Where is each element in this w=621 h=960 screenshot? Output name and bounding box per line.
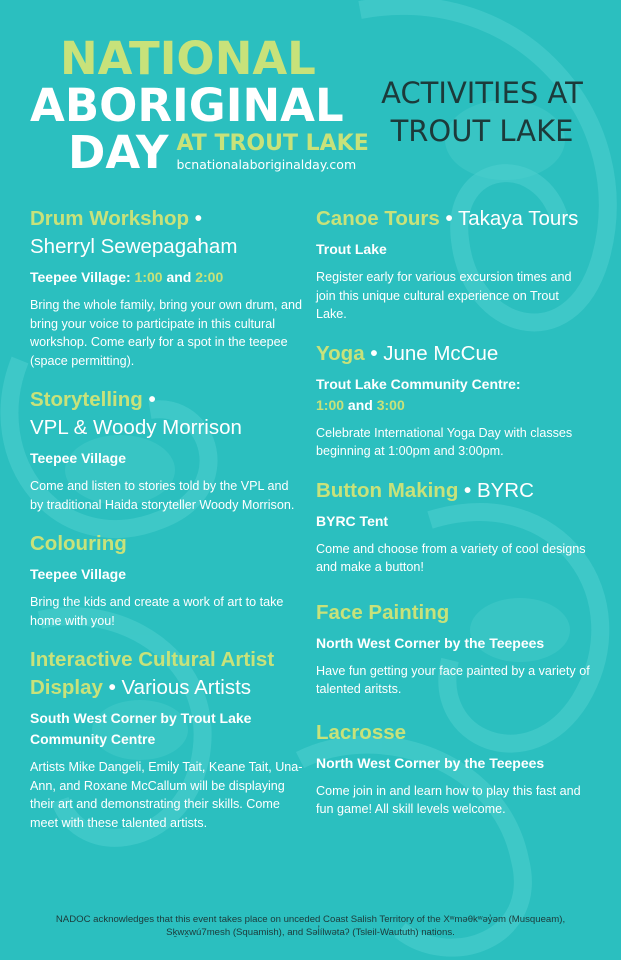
activity-name: Storytelling bbox=[30, 388, 143, 411]
activity-host: June McCue bbox=[383, 341, 499, 365]
activity-name: Drum Workshop bbox=[30, 207, 190, 230]
separator-dot: • bbox=[464, 478, 472, 502]
activity-button-making bbox=[316, 477, 591, 577]
activity-name: Face Painting bbox=[316, 600, 450, 624]
logo-url: bcnationalaboriginalday.com bbox=[176, 157, 357, 172]
time-1: 1:00 bbox=[316, 396, 345, 413]
activity-description: Bring the kids and create a work of art to take home with you! bbox=[30, 595, 284, 628]
page-heading: ACTIVITIES AT TROUT LAKE bbox=[381, 76, 583, 148]
activity-location: North West Corner by the Teepees bbox=[316, 634, 545, 651]
activity-description: Come and choose from a variety of cool designs and make a button! bbox=[316, 541, 586, 574]
activity-name: Yoga bbox=[316, 341, 365, 365]
activity-name: Colouring bbox=[30, 532, 127, 555]
activity-location: Trout Lake bbox=[316, 241, 387, 257]
activity-host: Takaya Tours bbox=[458, 207, 579, 230]
time-2: 3:00 bbox=[376, 396, 405, 413]
activity-host: BYRC bbox=[476, 478, 534, 502]
activity-drum-workshop bbox=[30, 205, 305, 370]
logo-national: NATIONAL bbox=[60, 32, 316, 85]
land-acknowledgement: NADOC acknowledges that this event takes place on unceded Coast Salish Territory of the Xʷməθkʷəy̓əm (Musqueam), Sḵwx̱wú7mesh (Squamish), and Səl̓ílwətaʔ (Tsleil-Waututh) nations. bbox=[55, 914, 566, 938]
activity-host: Sherryl Sewepagaham bbox=[30, 235, 238, 258]
activity-name: Lacrosse bbox=[316, 720, 407, 744]
activity-name: Button Making bbox=[316, 478, 459, 502]
location-text: Trout Lake Community Centre: bbox=[316, 375, 521, 392]
activity-lacrosse bbox=[316, 719, 591, 819]
separator-dot: • bbox=[108, 676, 116, 699]
activity-colouring bbox=[30, 530, 305, 630]
activity-description: Have fun getting your face painted by a variety of talented aritsts. bbox=[316, 663, 590, 696]
activity-face-painting bbox=[316, 599, 591, 699]
activity-location: South West Corner by Trout Lake Community Centre bbox=[30, 710, 252, 747]
activity-location: BYRC Tent bbox=[316, 512, 389, 529]
activity-artist-display bbox=[30, 646, 305, 832]
activity-location: Teepee Village bbox=[30, 450, 126, 466]
activity-host: VPL & Woody Morrison bbox=[30, 416, 242, 439]
logo-day: DAY bbox=[68, 126, 169, 179]
and-text: and bbox=[166, 269, 192, 285]
activity-yoga bbox=[316, 340, 591, 461]
activity-description: Celebrate International Yoga Day with classes beginning at 1:00pm and 3:00pm. bbox=[316, 425, 573, 458]
activity-location bbox=[30, 267, 305, 288]
activity-location: North West Corner by the Teepees bbox=[316, 754, 545, 771]
logo-at-trout-lake: AT TROUT LAKE bbox=[176, 131, 369, 156]
time-2: 2:00 bbox=[195, 269, 224, 285]
location-text: Teepee Village: bbox=[30, 269, 131, 285]
left-activities-column bbox=[30, 205, 305, 848]
activity-location: Teepee Village bbox=[30, 566, 126, 582]
separator-dot: • bbox=[148, 388, 156, 411]
activity-canoe-tours bbox=[316, 205, 591, 324]
activity-description: Bring the whole family, bring your own drum, and bring your voice to participate in this cultural workshop. Come early for a spot in the teepee (space permitting). bbox=[30, 298, 303, 368]
activity-name: Canoe Tours bbox=[316, 207, 440, 230]
separator-dot: • bbox=[194, 207, 202, 230]
time-1: 1:00 bbox=[134, 269, 163, 285]
activity-description: Register early for various excursion times and join this unique cultural experience on Trout Lake. bbox=[316, 270, 572, 321]
and-text: and bbox=[347, 396, 373, 413]
separator-dot: • bbox=[445, 207, 453, 230]
logo-aboriginal: ABORIGINAL bbox=[30, 79, 344, 132]
right-activities-column bbox=[316, 205, 591, 835]
event-logo bbox=[30, 32, 369, 179]
activity-description: Come and listen to stories told by the VPL and by traditional Haida storyteller Woody Morrison. bbox=[30, 479, 295, 512]
separator-dot: • bbox=[370, 341, 378, 365]
activity-name: Interactive Cultural Artist Display bbox=[30, 648, 275, 699]
activity-storytelling bbox=[30, 386, 305, 514]
activity-location bbox=[316, 374, 591, 416]
activity-description: Come join in and learn how to play this fast and fun game! All skill levels welcome. bbox=[316, 783, 581, 816]
activity-host: Various Artists bbox=[121, 676, 252, 699]
activity-description: Artists Mike Dangeli, Emily Tait, Keane Tait, Una-Ann, and Roxane McCallum will be displaying their art and demonstrating their skills. Come meet with these talented artists. bbox=[30, 760, 303, 830]
